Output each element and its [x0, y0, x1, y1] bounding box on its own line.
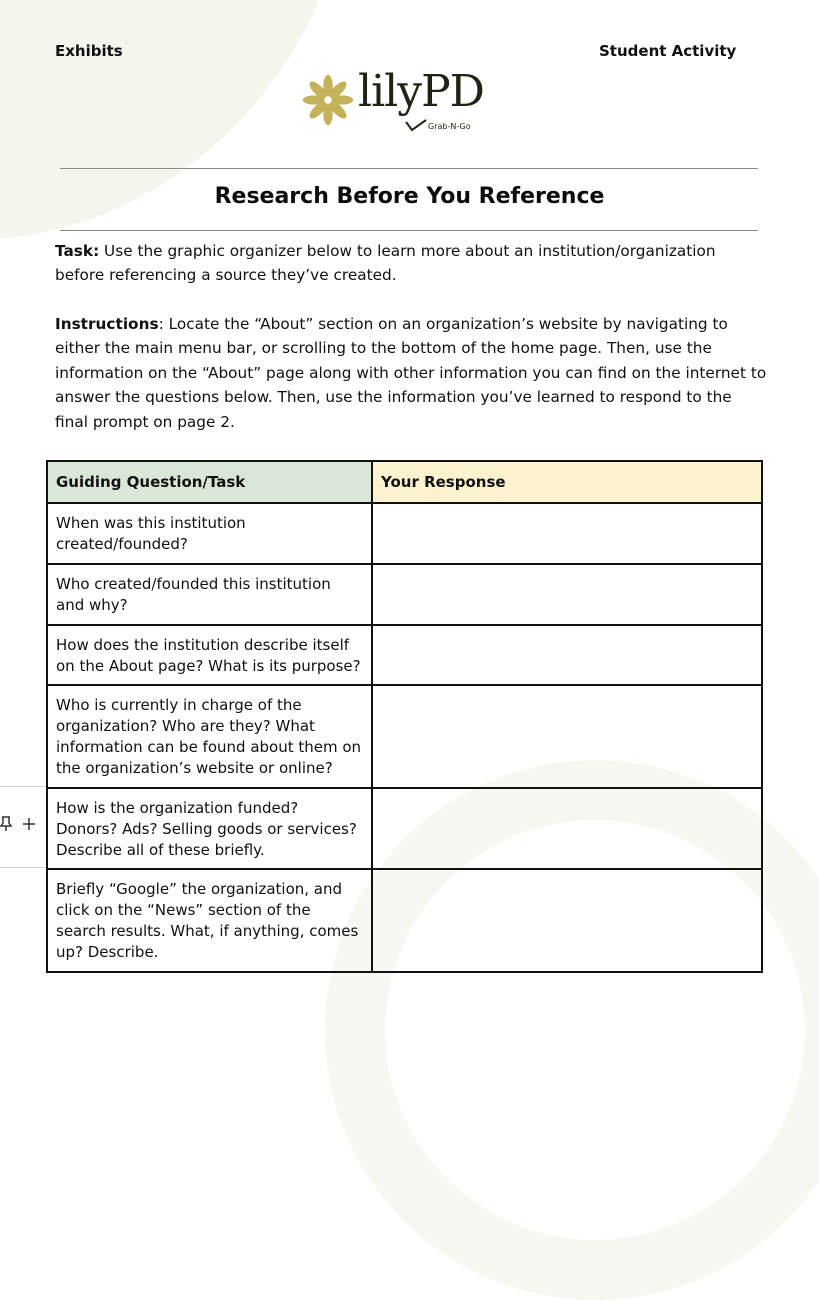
checkmark-icon: [404, 118, 428, 132]
graphic-organizer-table: [46, 460, 763, 973]
column-header-response: Your Response: [372, 461, 762, 503]
instructions-paragraph: [55, 312, 767, 434]
plus-icon[interactable]: [22, 816, 36, 836]
response-cell[interactable]: [372, 685, 762, 788]
response-cell[interactable]: [372, 788, 762, 869]
question-cell: Who is currently in charge of the organization? Who are they? What information can be found about them on the organization’s website or online?: [47, 685, 372, 788]
table-row: [47, 625, 762, 685]
row-tools: [0, 816, 36, 836]
response-cell[interactable]: [372, 625, 762, 685]
pin-icon[interactable]: [0, 816, 12, 836]
flower-icon: [300, 72, 356, 128]
question-cell: When was this institution created/founded?: [47, 503, 372, 564]
page-title: Research Before You Reference: [214, 184, 605, 209]
question-cell: Who created/founded this institution and why?: [47, 564, 372, 625]
table-row: [47, 788, 762, 869]
divider-bottom: [60, 230, 758, 231]
row-guide-line: [0, 867, 46, 868]
instructions-text: : Locate the “About” section on an organization’s website by navigating to either the main menu bar, or scrolling to the bottom of the home page. Then, use the information on the “About” page along with other information you can find on the internet to answer the questions below. Then, use the information you’ve learned to respond to the final prompt on page 2.: [55, 315, 767, 431]
divider-top: [60, 168, 758, 169]
response-cell[interactable]: [372, 564, 762, 625]
column-header-question: Guiding Question/Task: [47, 461, 372, 503]
header-left-label: Exhibits: [55, 42, 123, 60]
question-cell: Briefly “Google” the organization, and click on the “News” section of the search results. What, if anything, comes up? Describe.: [47, 869, 372, 972]
response-cell[interactable]: [372, 869, 762, 972]
logo-tagline: Grab-N-Go: [428, 122, 471, 131]
task-text: Use the graphic organizer below to learn more about an institution/organization before referencing a source they’ve created.: [55, 242, 716, 285]
task-paragraph: [55, 239, 767, 288]
row-guide-line: [0, 786, 46, 787]
header-right-label: Student Activity: [599, 42, 737, 60]
logo-wordmark: lilyPD: [358, 66, 484, 117]
table-row: [47, 564, 762, 625]
table-row: [47, 869, 762, 972]
question-cell: How does the institution describe itself on the About page? What is its purpose?: [47, 625, 372, 685]
table-row: [47, 685, 762, 788]
instructions-label: Instructions: [55, 315, 159, 333]
table-header-row: [47, 461, 762, 503]
task-label: Task:: [55, 242, 100, 260]
table-row: [47, 503, 762, 564]
response-cell[interactable]: [372, 503, 762, 564]
lilypd-logo: [300, 66, 530, 140]
question-cell: How is the organization funded? Donors? Ads? Selling goods or services? Describe all of these briefly.: [47, 788, 372, 869]
